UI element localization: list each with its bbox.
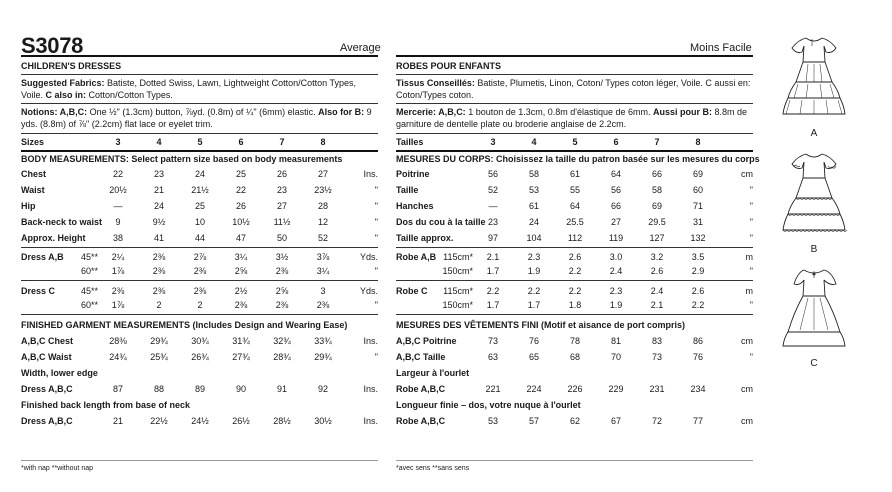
body-row-unit: " bbox=[374, 185, 378, 195]
size-header: 8 bbox=[695, 137, 701, 147]
length-row-value: 22½ bbox=[150, 416, 168, 426]
view-b-illustration bbox=[778, 148, 850, 255]
body-row-value: 132 bbox=[690, 233, 706, 243]
body-row-unit: " bbox=[374, 233, 378, 243]
body-row-value: 21 bbox=[153, 185, 164, 195]
body-row-value: 24 bbox=[528, 217, 539, 227]
body-row-value: 71 bbox=[692, 201, 703, 211]
section-title: ROBES POUR ENFANTS bbox=[396, 61, 502, 71]
divider bbox=[21, 55, 378, 57]
length-heading: Longueur finie – dos, votre nuque à l'ourlet bbox=[396, 400, 581, 410]
finished-row-value: 25¾ bbox=[150, 352, 168, 362]
divider bbox=[21, 314, 378, 315]
finished-row-value: 63 bbox=[487, 352, 498, 362]
finished-row-value: 29¾ bbox=[150, 336, 168, 346]
length-row-value: 53 bbox=[487, 416, 498, 426]
yardage-value: 2.2 bbox=[691, 300, 705, 310]
body-row-value: — bbox=[488, 201, 498, 211]
finished-row-value: 83 bbox=[651, 336, 662, 346]
width-row-unit: cm bbox=[741, 384, 753, 394]
divider bbox=[21, 280, 378, 281]
finished-row-value: 24¾ bbox=[109, 352, 127, 362]
yardage-value: 2⅜ bbox=[152, 266, 166, 276]
yardage-group-label: Dress C bbox=[21, 286, 56, 296]
width-row-value: 88 bbox=[153, 384, 164, 394]
finished-row-value: 33¾ bbox=[314, 336, 332, 346]
body-row-value: 52 bbox=[487, 185, 498, 195]
width-row-value: 224 bbox=[526, 384, 542, 394]
body-measurements-heading: MESURES DU CORPS: Choisissez la taille du patron basée sur les mesures du corps bbox=[396, 154, 760, 164]
difficulty-english: Average bbox=[340, 42, 381, 54]
size-header: 5 bbox=[572, 137, 578, 147]
notions-also-text: 9 yds. (8.8m) of ⅞" (2.2cm) flat lace or eyelet trim. bbox=[21, 107, 372, 129]
finished-row-value: 68 bbox=[569, 352, 580, 362]
finished-row-unit: " bbox=[374, 352, 378, 362]
size-header: 4 bbox=[156, 137, 162, 147]
difficulty-french: Moins Facile bbox=[690, 42, 752, 54]
width-row-value: 89 bbox=[194, 384, 205, 394]
footnote-english: *with nap **without nap bbox=[21, 465, 93, 472]
width-row-value: 90 bbox=[235, 384, 246, 394]
width-row-unit: Ins. bbox=[363, 384, 378, 394]
finished-row-label: A,B,C Poitrine bbox=[396, 336, 457, 346]
length-row-unit: Ins. bbox=[363, 416, 378, 426]
divider bbox=[396, 314, 753, 315]
yardage-group-label: Robe A,B bbox=[396, 252, 437, 262]
body-row-value: 52 bbox=[317, 233, 328, 243]
yardage-value: 2⅜ bbox=[193, 286, 207, 296]
body-row-label: Back-neck to waist bbox=[21, 217, 103, 227]
view-label-b: B bbox=[810, 244, 818, 255]
yardage-value: 1.8 bbox=[568, 300, 582, 310]
body-row-value: 10 bbox=[194, 217, 205, 227]
fabric-width: 150cm* bbox=[442, 300, 473, 310]
fabrics-text: Batiste, Dotted Swiss, Lawn, Lightweight Cotton/Cotton Types, Voile. bbox=[21, 78, 356, 100]
yardage-value: 2½ bbox=[234, 286, 248, 296]
fabric-width: 45** bbox=[80, 252, 98, 262]
finished-row-label: A,B,C Waist bbox=[21, 352, 72, 362]
yardage-group-label: Robe C bbox=[396, 286, 428, 296]
body-row-value: 64 bbox=[610, 169, 621, 179]
body-row-value: 44 bbox=[194, 233, 205, 243]
yardage-value: 3.2 bbox=[650, 252, 664, 262]
body-row-value: 27 bbox=[610, 217, 621, 227]
width-row-value: 91 bbox=[276, 384, 287, 394]
footnote-french: *avec sens **sans sens bbox=[396, 465, 470, 472]
length-row-value: 62 bbox=[569, 416, 580, 426]
notions-paragraph bbox=[21, 106, 378, 130]
yardage-value: 2.2 bbox=[568, 266, 582, 276]
finished-row-unit: Ins. bbox=[363, 336, 378, 346]
finished-row-value: 73 bbox=[651, 352, 662, 362]
body-row-value: 22 bbox=[112, 169, 123, 179]
yardage-value: 2.4 bbox=[609, 266, 623, 276]
yardage-value: 2.2 bbox=[486, 286, 500, 296]
body-row-unit: Ins. bbox=[363, 169, 378, 179]
finished-row-value: 76 bbox=[692, 352, 703, 362]
yardage-value: 2⅜ bbox=[152, 252, 166, 262]
length-heading: Finished back length from base of neck bbox=[21, 400, 191, 410]
fabric-width: 45** bbox=[80, 286, 98, 296]
body-row-value: 23 bbox=[487, 217, 498, 227]
body-row-value: 9 bbox=[115, 217, 121, 227]
length-row-value: 30½ bbox=[314, 416, 332, 426]
divider bbox=[21, 247, 378, 248]
yardage-group-label: Dress A,B bbox=[21, 252, 64, 262]
yardage-unit: Yds. bbox=[359, 286, 378, 296]
finished-measurements-heading: MESURES DES VÊTEMENTS FINI (Motif et aisance de port compris) bbox=[396, 320, 686, 330]
body-row-value: 56 bbox=[487, 169, 498, 179]
body-row-unit: " bbox=[374, 201, 378, 211]
yardage-unit: " bbox=[749, 266, 753, 276]
body-row-unit: cm bbox=[741, 169, 753, 179]
size-header: 7 bbox=[279, 137, 285, 147]
yardage-value: 3⅞ bbox=[316, 252, 330, 262]
yardage-value: 2.3 bbox=[609, 286, 623, 296]
width-row-value: 226 bbox=[567, 384, 583, 394]
width-row-value: 231 bbox=[649, 384, 665, 394]
yardage-unit: " bbox=[374, 300, 378, 310]
width-row-label: Dress A,B,C bbox=[21, 384, 73, 394]
body-row-value: 61 bbox=[569, 169, 580, 179]
body-row-unit: " bbox=[374, 217, 378, 227]
yardage-value: 2.1 bbox=[486, 252, 500, 262]
width-heading: Largeur à l'ourlet bbox=[396, 368, 470, 378]
yardage-value: 2.4 bbox=[650, 286, 664, 296]
finished-row-value: 32¾ bbox=[273, 336, 291, 346]
size-header: 4 bbox=[531, 137, 537, 147]
yardage-value: 2 bbox=[197, 300, 203, 310]
body-row-value: 25 bbox=[235, 169, 246, 179]
size-header: 8 bbox=[320, 137, 326, 147]
body-row-value: 12 bbox=[317, 217, 328, 227]
yardage-value: 2.3 bbox=[527, 252, 541, 262]
yardage-value: 1.9 bbox=[527, 266, 541, 276]
body-row-value: 25.5 bbox=[566, 217, 584, 227]
body-row-value: 69 bbox=[651, 201, 662, 211]
divider bbox=[21, 74, 378, 75]
yardage-value: 2⅜ bbox=[111, 286, 125, 296]
notions-label: Notions: A,B,C: bbox=[21, 107, 88, 117]
yardage-unit: m bbox=[745, 286, 753, 296]
finished-row-value: 26¾ bbox=[191, 352, 209, 362]
body-row-label: Taille approx. bbox=[396, 233, 454, 243]
body-row-value: 58 bbox=[651, 185, 662, 195]
body-row-value: 31 bbox=[692, 217, 703, 227]
divider bbox=[396, 460, 753, 461]
finished-row-label: A,B,C Taille bbox=[396, 352, 446, 362]
body-row-label: Hanches bbox=[396, 201, 434, 211]
notions-text: 1 bouton de 1.3cm, 0.8m d'élastique de 6mm. bbox=[465, 107, 654, 117]
yardage-value: 2⅜ bbox=[193, 266, 207, 276]
yardage-value: 2⅞ bbox=[193, 252, 207, 262]
finished-row-value: 86 bbox=[692, 336, 703, 346]
length-row-unit: cm bbox=[741, 416, 753, 426]
length-row-value: 67 bbox=[610, 416, 621, 426]
yardage-value: 2¼ bbox=[111, 252, 125, 262]
finished-row-unit: " bbox=[749, 352, 753, 362]
fabrics-text: Batiste, Plumetis, Linon, Coton/ Types coton léger, Voile. C aussi en: Coton/Types coton. bbox=[396, 78, 751, 100]
divider bbox=[396, 280, 753, 281]
view-label-c: C bbox=[810, 358, 818, 369]
body-row-value: 50 bbox=[276, 233, 287, 243]
body-row-value: 11½ bbox=[273, 217, 291, 227]
divider bbox=[396, 247, 753, 248]
finished-row-value: 30¾ bbox=[191, 336, 209, 346]
divider bbox=[396, 103, 753, 104]
yardage-value: 1.7 bbox=[486, 300, 500, 310]
width-row-value: 221 bbox=[485, 384, 501, 394]
fabric-width: 150cm* bbox=[442, 266, 473, 276]
body-row-unit: " bbox=[749, 185, 753, 195]
divider bbox=[396, 74, 753, 75]
yardage-unit: " bbox=[374, 266, 378, 276]
notions-also-label: Also for B: bbox=[318, 107, 365, 117]
body-row-value: 127 bbox=[649, 233, 665, 243]
finished-row-value: 28⅜ bbox=[109, 336, 127, 346]
notions-also-label: Aussi pour B: bbox=[653, 107, 713, 117]
finished-row-value: 78 bbox=[569, 336, 580, 346]
fabrics-paragraph bbox=[396, 77, 753, 101]
sizes-label: Tailles bbox=[396, 137, 424, 147]
body-row-value: 21½ bbox=[191, 185, 209, 195]
yardage-value: 2.2 bbox=[568, 286, 582, 296]
yardage-value: 1⅞ bbox=[111, 300, 125, 310]
divider bbox=[21, 150, 378, 152]
finished-row-value: 65 bbox=[528, 352, 539, 362]
body-row-unit: " bbox=[749, 217, 753, 227]
yardage-value: 2⅜ bbox=[234, 300, 248, 310]
body-row-value: 22 bbox=[235, 185, 246, 195]
body-row-value: 38 bbox=[112, 233, 123, 243]
yardage-value: 2.6 bbox=[650, 266, 664, 276]
body-row-value: — bbox=[113, 201, 123, 211]
body-row-value: 24 bbox=[194, 169, 205, 179]
width-heading: Width, lower edge bbox=[21, 368, 98, 378]
length-row-label: Robe A,B,C bbox=[396, 416, 446, 426]
length-row-value: 24½ bbox=[191, 416, 209, 426]
yardage-value: 2.2 bbox=[527, 286, 541, 296]
body-row-unit: " bbox=[749, 201, 753, 211]
finished-row-value: 70 bbox=[610, 352, 621, 362]
body-row-unit: " bbox=[749, 233, 753, 243]
size-header: 5 bbox=[197, 137, 203, 147]
size-header: 6 bbox=[238, 137, 244, 147]
body-row-value: 66 bbox=[610, 201, 621, 211]
yardage-unit: " bbox=[749, 300, 753, 310]
length-row-label: Dress A,B,C bbox=[21, 416, 73, 426]
divider bbox=[21, 133, 378, 134]
finished-row-unit: cm bbox=[741, 336, 753, 346]
notions-paragraph bbox=[396, 106, 753, 130]
body-row-value: 29.5 bbox=[648, 217, 666, 227]
length-row-value: 28½ bbox=[273, 416, 291, 426]
notions-label: Mercerie: A,B,C: bbox=[396, 107, 466, 117]
length-row-value: 26½ bbox=[232, 416, 250, 426]
yardage-value: 2.6 bbox=[568, 252, 582, 262]
yardage-value: 1.7 bbox=[527, 300, 541, 310]
body-measurements-heading: BODY MEASUREMENTS: Select pattern size based on body measurements bbox=[21, 154, 343, 164]
body-row-value: 9½ bbox=[152, 217, 166, 227]
yardage-value: 3¼ bbox=[316, 266, 330, 276]
yardage-value: 2⅜ bbox=[275, 300, 289, 310]
width-row-label: Robe A,B,C bbox=[396, 384, 446, 394]
yardage-value: 2.9 bbox=[691, 266, 705, 276]
divider bbox=[396, 133, 753, 134]
length-row-value: 21 bbox=[112, 416, 123, 426]
yardage-value: 2⅜ bbox=[152, 286, 166, 296]
width-row-value: 87 bbox=[112, 384, 123, 394]
width-row-value: 234 bbox=[690, 384, 706, 394]
yardage-value: 2.1 bbox=[650, 300, 664, 310]
body-row-value: 64 bbox=[569, 201, 580, 211]
view-label-a: A bbox=[810, 128, 818, 139]
yardage-value: 2⅝ bbox=[234, 266, 248, 276]
yardage-value: 2⅜ bbox=[275, 266, 289, 276]
finished-row-value: 27¾ bbox=[232, 352, 250, 362]
body-row-label: Waist bbox=[21, 185, 45, 195]
fabric-width: 115cm* bbox=[443, 286, 473, 296]
body-row-value: 61 bbox=[528, 201, 539, 211]
body-row-value: 27 bbox=[276, 201, 287, 211]
yardage-value: 2⅜ bbox=[316, 300, 330, 310]
notions-text: One ½" (1.3cm) button, ⅞yd. (0.8m) of ¼" (6mm) elastic. bbox=[87, 107, 319, 117]
length-row-value: 72 bbox=[651, 416, 662, 426]
body-row-value: 53 bbox=[528, 185, 539, 195]
yardage-value: 3.0 bbox=[609, 252, 623, 262]
body-row-label: Poitrine bbox=[396, 169, 430, 179]
finished-measurements-heading: FINISHED GARMENT MEASUREMENTS (Includes Design and Wearing Ease) bbox=[21, 320, 348, 330]
divider bbox=[21, 103, 378, 104]
size-header: 3 bbox=[115, 137, 121, 147]
size-header: 3 bbox=[490, 137, 496, 147]
body-row-value: 23 bbox=[276, 185, 287, 195]
yardage-value: 2⅝ bbox=[275, 286, 289, 296]
body-row-value: 104 bbox=[526, 233, 542, 243]
body-row-value: 24 bbox=[153, 201, 164, 211]
finished-row-label: A,B,C Chest bbox=[21, 336, 74, 346]
width-row-value: 229 bbox=[608, 384, 624, 394]
yardage-value: 1.7 bbox=[486, 266, 500, 276]
pattern-number: S3078 bbox=[21, 33, 84, 58]
body-row-value: 28 bbox=[317, 201, 328, 211]
fabrics-paragraph bbox=[21, 77, 378, 101]
size-header: 7 bbox=[654, 137, 660, 147]
body-row-label: Chest bbox=[21, 169, 47, 179]
divider bbox=[396, 55, 753, 57]
view-a-illustration bbox=[778, 32, 850, 139]
fabrics-label: Suggested Fabrics: bbox=[21, 78, 105, 88]
view-c-illustration bbox=[778, 262, 850, 369]
yardage-unit: Yds. bbox=[359, 252, 378, 262]
body-row-value: 10½ bbox=[232, 217, 250, 227]
yardage-value: 2.6 bbox=[691, 286, 705, 296]
fabric-width: 115cm* bbox=[443, 252, 473, 262]
section-title: CHILDREN'S DRESSES bbox=[21, 61, 122, 71]
finished-row-value: 29¾ bbox=[314, 352, 332, 362]
body-row-value: 55 bbox=[569, 185, 580, 195]
body-row-value: 97 bbox=[487, 233, 498, 243]
finished-row-value: 31¾ bbox=[232, 336, 250, 346]
fabric-width: 60** bbox=[80, 300, 98, 310]
body-row-value: 69 bbox=[692, 169, 703, 179]
body-row-value: 26 bbox=[276, 169, 287, 179]
divider bbox=[21, 460, 378, 461]
finished-row-value: 81 bbox=[610, 336, 621, 346]
yardage-value: 2 bbox=[156, 300, 162, 310]
body-row-value: 58 bbox=[528, 169, 539, 179]
body-row-value: 23½ bbox=[314, 185, 332, 195]
body-row-label: Hip bbox=[21, 201, 36, 211]
sizes-label: Sizes bbox=[21, 137, 45, 147]
yardage-unit: m bbox=[745, 252, 753, 262]
body-row-value: 25 bbox=[194, 201, 205, 211]
body-row-value: 26 bbox=[235, 201, 246, 211]
width-row-value: 92 bbox=[317, 384, 328, 394]
notions-also-text: 8.8m de garniture de dentelle plate ou broderie anglaise de 2.2cm. bbox=[396, 107, 748, 129]
body-row-value: 47 bbox=[235, 233, 246, 243]
yardage-value: 1⅞ bbox=[111, 266, 125, 276]
yardage-value: 3.5 bbox=[691, 252, 705, 262]
body-row-value: 23 bbox=[153, 169, 164, 179]
fabric-width: 60** bbox=[80, 266, 98, 276]
yardage-value: 3½ bbox=[275, 252, 289, 262]
body-row-value: 119 bbox=[608, 233, 624, 243]
length-row-value: 57 bbox=[528, 416, 539, 426]
finished-row-value: 28¾ bbox=[273, 352, 291, 362]
body-row-value: 27 bbox=[317, 169, 328, 179]
body-row-value: 20½ bbox=[109, 185, 127, 195]
fabrics-also-label: C also in: bbox=[45, 90, 87, 100]
yardage-value: 1.9 bbox=[609, 300, 623, 310]
body-row-value: 41 bbox=[153, 233, 164, 243]
body-row-label: Dos du cou à la taille bbox=[396, 217, 486, 227]
body-row-value: 60 bbox=[692, 185, 703, 195]
length-row-value: 77 bbox=[692, 416, 703, 426]
fabrics-label: Tissus Conseillés: bbox=[396, 78, 475, 88]
size-header: 6 bbox=[613, 137, 619, 147]
finished-row-value: 76 bbox=[528, 336, 539, 346]
divider bbox=[396, 150, 753, 152]
body-row-label: Approx. Height bbox=[21, 233, 86, 243]
finished-row-value: 73 bbox=[487, 336, 498, 346]
yardage-value: 3 bbox=[320, 286, 326, 296]
body-row-value: 66 bbox=[651, 169, 662, 179]
body-row-label: Taille bbox=[396, 185, 419, 195]
yardage-value: 3¼ bbox=[234, 252, 248, 262]
fabrics-also-text: Cotton/Cotton Types. bbox=[86, 90, 173, 100]
body-row-value: 56 bbox=[610, 185, 621, 195]
body-row-value: 112 bbox=[567, 233, 583, 243]
